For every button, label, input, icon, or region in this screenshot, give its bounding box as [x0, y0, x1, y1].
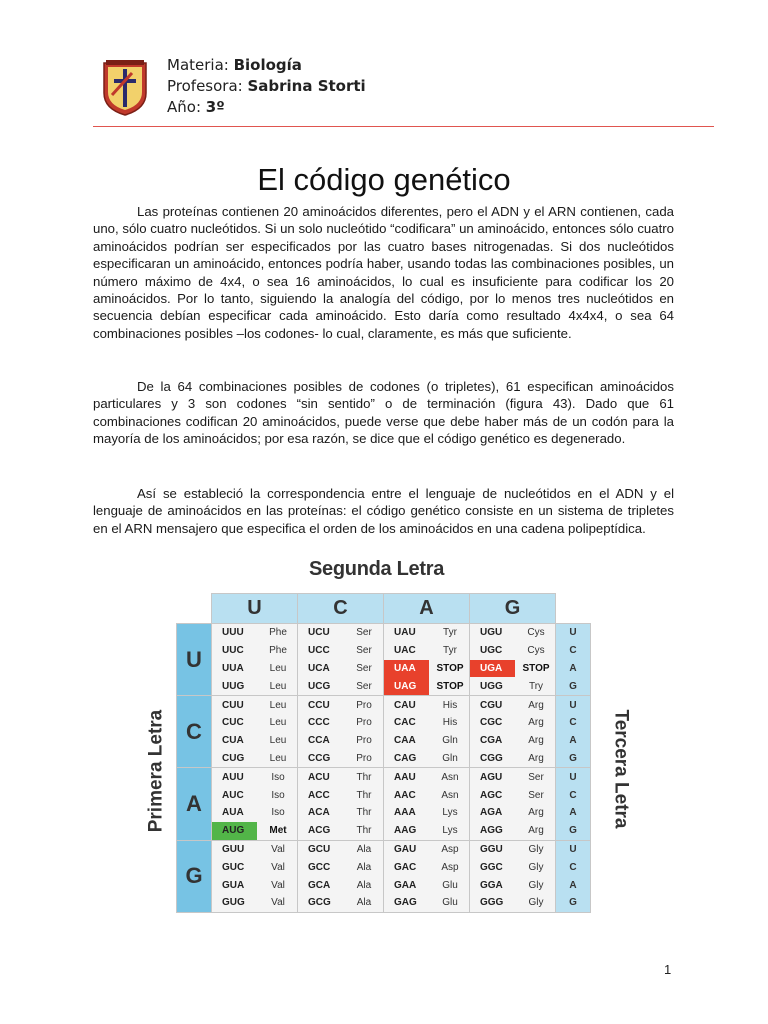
- third-letter: C: [569, 645, 577, 657]
- codon-entry: [298, 696, 383, 714]
- codon-entry: [470, 677, 555, 695]
- codon: CGG: [480, 752, 503, 764]
- codon: UCU: [308, 627, 330, 639]
- codon: CUG: [222, 752, 245, 764]
- amino-acid: Pro: [356, 735, 372, 747]
- document-header: [100, 55, 714, 127]
- codon-entry: [470, 822, 555, 840]
- codon: UGA: [470, 660, 515, 678]
- codon-entry: [298, 642, 383, 660]
- codon-cell: [470, 696, 556, 768]
- school-crest-logo: [102, 59, 148, 117]
- second-letter-title: Segunda Letra: [309, 558, 445, 580]
- codon-entry: [384, 714, 469, 732]
- codon: AUA: [222, 807, 244, 819]
- third-letter: G: [569, 897, 577, 909]
- third-letter: A: [569, 879, 577, 891]
- amino-acid: Arg: [528, 752, 544, 764]
- second-letter-row: [177, 594, 591, 624]
- codon: ACG: [308, 825, 331, 837]
- third-letter: A: [569, 662, 577, 674]
- codon-cell: [384, 768, 470, 840]
- codon-cell: [212, 696, 298, 768]
- third-letter: A: [569, 735, 577, 747]
- codon-entry: [298, 858, 383, 876]
- amino-acid: Gln: [442, 752, 458, 764]
- codon: CUC: [222, 717, 244, 729]
- amino-acid: Ala: [356, 861, 372, 873]
- codon: GAA: [394, 879, 417, 891]
- codon-entry: [298, 841, 383, 859]
- codon-entry: [470, 894, 555, 912]
- codon: UAG: [384, 677, 429, 695]
- codon-entry: [212, 768, 297, 786]
- codon-entry: [470, 642, 555, 660]
- table-corner: [177, 594, 212, 624]
- amino-acid: Gly: [528, 843, 544, 855]
- codon: CGA: [480, 735, 503, 747]
- third-letter: C: [569, 717, 577, 729]
- first-letter-header: A: [177, 768, 212, 840]
- amino-acid: Ser: [356, 662, 372, 674]
- amino-acid: STOP: [436, 662, 464, 674]
- codon-entry: [384, 804, 469, 822]
- codon-entry: [384, 822, 469, 840]
- codon: AAU: [394, 771, 416, 783]
- codon: CGU: [480, 699, 503, 711]
- codon: CAG: [394, 752, 417, 764]
- anio-value: 3º: [205, 98, 225, 116]
- first-letter-row: [177, 768, 591, 840]
- codon: AAG: [394, 825, 417, 837]
- codon-entry: [384, 750, 469, 768]
- amino-acid: Iso: [271, 789, 285, 801]
- amino-acid: Tyr: [443, 627, 457, 639]
- codon: GUA: [222, 879, 245, 891]
- codon: UCC: [308, 645, 330, 657]
- codon-entry: [470, 768, 555, 786]
- second-letter-header: G: [470, 594, 556, 624]
- codon-cell: [384, 696, 470, 768]
- codon: AUC: [222, 789, 244, 801]
- first-letter-header: U: [177, 624, 212, 696]
- codon-entry: [384, 876, 469, 894]
- page-title: El código genético: [257, 162, 511, 197]
- codon-entry: [212, 642, 297, 660]
- codon-entry: [298, 822, 383, 840]
- codon: GGA: [480, 879, 503, 891]
- first-letter-header: G: [177, 840, 212, 912]
- codon-entry: [470, 841, 555, 859]
- materia-line: Materia: Biología: [167, 56, 302, 74]
- codon: UGU: [480, 627, 503, 639]
- codon: AGG: [480, 825, 503, 837]
- second-letter-header: U: [212, 594, 298, 624]
- codon-cell: [298, 696, 384, 768]
- second-letter-header: C: [298, 594, 384, 624]
- codon-cell: [298, 768, 384, 840]
- codon-entry: [470, 876, 555, 894]
- codon-entry: [298, 624, 383, 642]
- codon-cell: [470, 768, 556, 840]
- codon-entry: [298, 732, 383, 750]
- amino-acid: Thr: [356, 807, 372, 819]
- amino-acid: Gly: [528, 897, 544, 909]
- codon-entry: [298, 714, 383, 732]
- codon-entry: [212, 894, 297, 912]
- amino-acid: Ala: [356, 879, 372, 891]
- codon-entry: [384, 858, 469, 876]
- codon-entry: [470, 804, 555, 822]
- codon: UUU: [222, 627, 244, 639]
- amino-acid: Leu: [269, 699, 287, 711]
- amino-acid: Pro: [356, 699, 372, 711]
- codon: AGA: [480, 807, 503, 819]
- codon: UCG: [308, 680, 331, 692]
- third-letter: G: [569, 752, 577, 764]
- codon-entry: [212, 876, 297, 894]
- codon: CCA: [308, 735, 330, 747]
- codon: AUU: [222, 771, 244, 783]
- amino-acid: Phe: [269, 627, 287, 639]
- codon-entry: [212, 660, 297, 678]
- amino-acid: Pro: [356, 717, 372, 729]
- codon-cell: [384, 840, 470, 912]
- third-letter-column: [556, 840, 591, 912]
- codon-entry: [298, 804, 383, 822]
- codon: UAC: [394, 645, 416, 657]
- codon-cell: [212, 840, 298, 912]
- codon: UAA: [384, 660, 429, 678]
- third-letter-column: [556, 768, 591, 840]
- amino-acid: Gly: [528, 861, 544, 873]
- codon-entry: [212, 822, 297, 840]
- codon-entry: [384, 768, 469, 786]
- codon-entry: [384, 624, 469, 642]
- amino-acid: Arg: [528, 735, 544, 747]
- amino-acid: Leu: [269, 662, 287, 674]
- codon: UUC: [222, 645, 244, 657]
- codon-cell: [470, 624, 556, 696]
- codon-entry: [212, 732, 297, 750]
- amino-acid: Arg: [528, 717, 544, 729]
- second-letter-header: A: [384, 594, 470, 624]
- paragraph-1: Las proteínas contienen 20 aminoácidos diferentes, pero el ADN y el ARN contienen, cada uno, sólo cuatro nucleótidos. Si un solo nucleótido “codificara” un aminoácido, entonces sólo cuatro aminoácidos podrían ser especificados por las cuatro bases nitrogenadas. Si dos nucleótidos especificaran un aminoácido, entonces podría haber, usando todas las combinaciones posibles, un número máximo de 4x4, o sea 16 aminoácidos, lo cual es insuficiente para codificar los 20 aminoácidos. Por lo tanto, siguiendo la analogía del código, por lo menos tres nucleótidos en secuencia debían especificar cada aminoácido. Esto daría como resultado 4x4x4, o sea 64 combinaciones posibles –los codones- lo cual, claramente, es más que suficiente.: [93, 204, 674, 341]
- third-letter: U: [569, 771, 577, 783]
- codon-entry: [470, 660, 555, 678]
- codon-entry: [298, 894, 383, 912]
- third-letter: G: [569, 825, 577, 837]
- codon-entry: [384, 660, 469, 678]
- third-letter-column: [556, 696, 591, 768]
- codon: CAU: [394, 699, 416, 711]
- codon: CAA: [394, 735, 416, 747]
- codon-entry: [470, 714, 555, 732]
- paragraph-2: De la 64 combinaciones posibles de codones (o tripletes), 61 especifican aminoácidos particulares y 3 son codones “sin sentido” o de terminación (figura 43). Dado que 61 combinaciones codifican 20 aminoácidos, puede verse que debe haber más de un codón para la mayoría de los aminoácidos; por esa razón, se dice que el código genético es degenerado.: [93, 379, 674, 447]
- codon-table-figure: [133, 556, 653, 916]
- codon-entry: [384, 841, 469, 859]
- codon-entry: [384, 642, 469, 660]
- third-letter: U: [569, 843, 577, 855]
- amino-acid: Cys: [527, 627, 545, 639]
- amino-acid: Try: [528, 680, 544, 692]
- amino-acid: Glu: [442, 879, 458, 891]
- codon-entry: [384, 786, 469, 804]
- first-letter-row: [177, 696, 591, 768]
- course-info: [167, 55, 366, 118]
- codon: UUA: [222, 662, 244, 674]
- third-letter-column: [556, 624, 591, 696]
- codon-entry: [212, 714, 297, 732]
- amino-acid: Lys: [442, 825, 458, 837]
- codon: UUG: [222, 680, 245, 692]
- codon: GAG: [394, 897, 417, 909]
- codon: CGC: [480, 717, 503, 729]
- codon-entry: [470, 732, 555, 750]
- third-letter: U: [569, 699, 577, 711]
- codon-entry: [212, 750, 297, 768]
- amino-acid: Leu: [269, 717, 287, 729]
- codon: UGC: [480, 645, 503, 657]
- amino-acid: Ser: [356, 645, 372, 657]
- amino-acid: His: [442, 717, 458, 729]
- codon: CAC: [394, 717, 416, 729]
- codon-entry: [384, 696, 469, 714]
- profesora-value: Sabrina Storti: [247, 77, 366, 95]
- codon-entry: [298, 786, 383, 804]
- codon-entry: [212, 804, 297, 822]
- amino-acid: Val: [271, 897, 285, 909]
- codon: GCG: [308, 897, 331, 909]
- materia-value: Biología: [233, 56, 302, 74]
- codon-entry: [212, 624, 297, 642]
- codon: AGU: [480, 771, 503, 783]
- table-corner: [556, 594, 591, 624]
- codon-entry: [212, 696, 297, 714]
- third-letter: A: [569, 807, 577, 819]
- codon: GCA: [308, 879, 331, 891]
- codon-entry: [298, 750, 383, 768]
- codon-entry: [212, 858, 297, 876]
- third-letter: U: [569, 627, 577, 639]
- amino-acid: Lys: [442, 807, 458, 819]
- third-letter: C: [569, 861, 577, 873]
- codon: GUC: [222, 861, 245, 873]
- first-letter-header: C: [177, 696, 212, 768]
- codon: AAC: [394, 789, 416, 801]
- codon-entry: [298, 677, 383, 695]
- codon: UAU: [394, 627, 416, 639]
- amino-acid: Tyr: [443, 645, 457, 657]
- amino-acid: Arg: [528, 807, 544, 819]
- amino-acid: Asn: [441, 771, 459, 783]
- amino-acid: Ala: [356, 843, 372, 855]
- first-letter-label: Primera Letra: [145, 709, 167, 833]
- amino-acid: Thr: [356, 789, 372, 801]
- amino-acid: Cys: [527, 645, 545, 657]
- codon-entry: [470, 750, 555, 768]
- amino-acid: Ser: [356, 680, 372, 692]
- codon: AUG: [212, 822, 257, 840]
- amino-acid: Val: [271, 879, 285, 891]
- codon: ACA: [308, 807, 330, 819]
- amino-acid: Arg: [528, 825, 544, 837]
- amino-acid: Val: [271, 861, 285, 873]
- codon: GAU: [394, 843, 417, 855]
- amino-acid: Thr: [356, 825, 372, 837]
- codon: AGC: [480, 789, 503, 801]
- codon: GCC: [308, 861, 331, 873]
- third-letter-axis: [603, 709, 633, 829]
- codon-cell: [298, 624, 384, 696]
- codon-entry: [298, 660, 383, 678]
- codon-entry: [384, 677, 469, 695]
- amino-acid: Leu: [269, 680, 287, 692]
- codon: CCG: [308, 752, 331, 764]
- codon-entry: [298, 768, 383, 786]
- profesora-line: Profesora: Sabrina Storti: [167, 77, 366, 95]
- first-letter-row: [177, 840, 591, 912]
- codon: GUU: [222, 843, 245, 855]
- codon-entry: [470, 624, 555, 642]
- third-letter-label: Tercera Letra: [610, 709, 632, 829]
- first-letter-axis: [135, 709, 167, 833]
- codon: CUA: [222, 735, 244, 747]
- codon-entry: [470, 858, 555, 876]
- amino-acid: Val: [271, 843, 285, 855]
- third-letter: C: [569, 789, 577, 801]
- amino-acid: Leu: [269, 735, 287, 747]
- amino-acid: STOP: [436, 680, 464, 692]
- codon: CUU: [222, 699, 244, 711]
- amino-acid: Met: [269, 825, 287, 837]
- amino-acid: Iso: [271, 807, 285, 819]
- amino-acid: Iso: [271, 771, 285, 783]
- codon: GUG: [222, 897, 245, 909]
- amino-acid: Phe: [269, 645, 287, 657]
- codon: UGG: [480, 680, 503, 692]
- page-number: 1: [664, 962, 672, 977]
- codon-entry: [212, 786, 297, 804]
- codon: GCU: [308, 843, 331, 855]
- paragraph-3: Así se estableció la correspondencia entre el lenguaje de nucleótidos en el ADN y el lenguaje de aminoácidos en las proteínas: el código genético consiste en un sistema de tripletes en el ARN mensajero que especifica el orden de los aminoácidos en una cadena polipeptídica.: [93, 486, 674, 536]
- codon: GGU: [480, 843, 503, 855]
- amino-acid: Ser: [528, 789, 544, 801]
- codon: UCA: [308, 662, 330, 674]
- amino-acid: Ala: [356, 897, 372, 909]
- codon: CCC: [308, 717, 330, 729]
- codon: CCU: [308, 699, 330, 711]
- amino-acid: Gly: [528, 879, 544, 891]
- amino-acid: Asp: [441, 861, 459, 873]
- codon-cell: [212, 624, 298, 696]
- codon-entry: [470, 696, 555, 714]
- codon-entry: [298, 876, 383, 894]
- anio-line: Año: 3º: [167, 98, 225, 116]
- amino-acid: Asp: [441, 843, 459, 855]
- codon-entry: [212, 841, 297, 859]
- amino-acid: His: [442, 699, 458, 711]
- amino-acid: Leu: [269, 752, 287, 764]
- codon-cell: [212, 768, 298, 840]
- amino-acid: Gln: [442, 735, 458, 747]
- amino-acid: STOP: [522, 662, 550, 674]
- codon: AAA: [394, 807, 416, 819]
- first-letter-row: [177, 624, 591, 696]
- codon-entry: [212, 677, 297, 695]
- codon-entry: [384, 894, 469, 912]
- amino-acid: Ser: [528, 771, 544, 783]
- header-divider: [93, 126, 714, 127]
- amino-acid: Pro: [356, 752, 372, 764]
- codon: GGC: [480, 861, 503, 873]
- codon-entry: [384, 732, 469, 750]
- third-letter: G: [569, 680, 577, 692]
- codon-entry: [470, 786, 555, 804]
- codon-cell: [298, 840, 384, 912]
- genetic-code-table: [176, 593, 591, 913]
- codon: GAC: [394, 861, 417, 873]
- amino-acid: Asn: [441, 789, 459, 801]
- amino-acid: Arg: [528, 699, 544, 711]
- codon: ACC: [308, 789, 330, 801]
- codon-cell: [384, 624, 470, 696]
- amino-acid: Thr: [356, 771, 372, 783]
- codon: GGG: [480, 897, 504, 909]
- codon-cell: [470, 840, 556, 912]
- amino-acid: Ser: [356, 627, 372, 639]
- amino-acid: Glu: [442, 897, 458, 909]
- codon: ACU: [308, 771, 330, 783]
